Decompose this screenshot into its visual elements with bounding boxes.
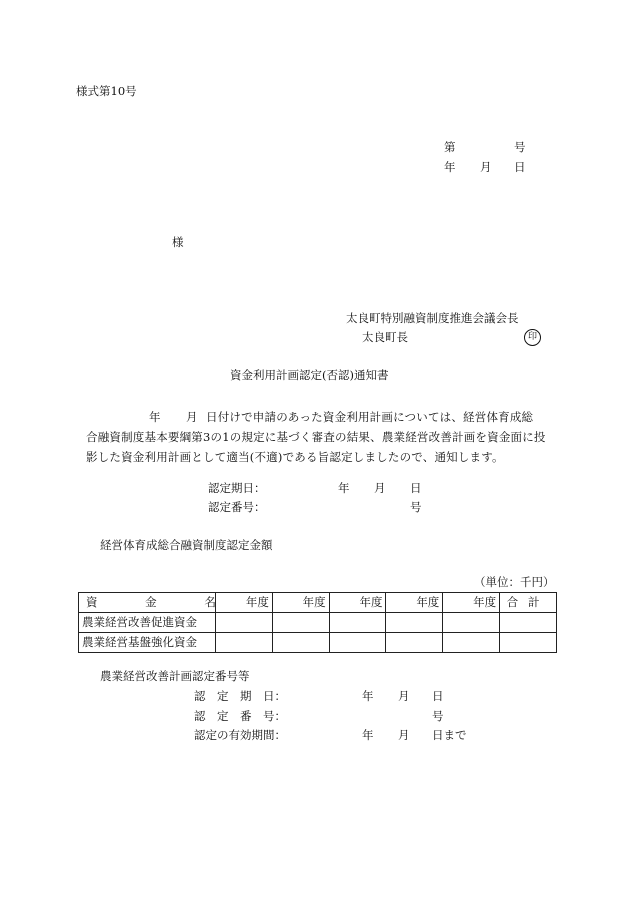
table-row [79, 633, 557, 653]
date-month: 月 [480, 160, 492, 174]
header-fund-char-1: 資 [86, 594, 98, 609]
issuer-org: 太良町特別融資制度推進会議会長 [346, 311, 519, 325]
cert-date-month: 月 [374, 481, 386, 495]
table-cell [443, 613, 500, 633]
cert-number-suffix: 号 [410, 500, 422, 514]
table-header-row [79, 593, 557, 613]
table-cell [329, 633, 386, 653]
plan-period-label: 認定の有効期間： [194, 728, 286, 742]
header-year-1: 年度 [216, 593, 273, 613]
body-line-2: 合融資制度基本要綱第3の1の規定に基づく審査の結果、農業経営改善計画を資金面に投 [86, 430, 546, 444]
body-paragraph [86, 407, 560, 467]
header-year-5: 年度 [443, 593, 500, 613]
seal-mark: 印 [524, 329, 541, 346]
plan-date-year: 年 [362, 689, 374, 703]
table-cell [386, 633, 443, 653]
body-date-month: 月 [186, 410, 198, 424]
table-cell [500, 613, 557, 633]
cert-date-day: 日 [410, 481, 422, 495]
cert-number-label: 認定番号： [208, 500, 266, 514]
body-line-1 [86, 407, 560, 427]
table-cell [500, 633, 557, 653]
header-fund-char-2: 金 [145, 594, 157, 609]
issuer-title: 太良町長 [362, 330, 408, 344]
body-line1-text: 日付けで申請のあった資金利用計画については、経営体育成総 [206, 410, 534, 424]
form-number: 様式第10号 [76, 84, 137, 98]
header-year-2: 年度 [272, 593, 329, 613]
header-total: 合計 [500, 593, 557, 613]
header-fund-char-3: 名 [204, 594, 216, 609]
doc-number-suffix: 号 [514, 140, 526, 154]
plan-date-label: 認 定 期 日： [194, 689, 286, 703]
doc-number-prefix: 第 [444, 140, 456, 154]
header-fund-name [79, 593, 216, 613]
unit-label: （単位：千円） [474, 575, 555, 589]
plan-period-month: 月 [398, 728, 410, 742]
row-fund-name: 農業経営基盤強化資金 [79, 633, 216, 653]
body-date-year: 年 [149, 410, 161, 424]
table-cell [386, 613, 443, 633]
table-cell [272, 613, 329, 633]
body-line-3: 影した資金利用計画として適当(不適)である旨認定しましたので、通知します。 [86, 450, 504, 464]
cert-date-label: 認定期日： [208, 481, 266, 495]
row-fund-name: 農業経営改善促進資金 [79, 613, 216, 633]
plan-period-year: 年 [362, 728, 374, 742]
table-cell [443, 633, 500, 653]
plan-date-month: 月 [398, 689, 410, 703]
amount-table [78, 592, 557, 653]
plan-period-day: 日まで [432, 728, 467, 742]
plan-number-suffix: 号 [432, 709, 444, 723]
plan-date-day: 日 [432, 689, 444, 703]
section-amount-heading: 経営体育成総合融資制度認定金額 [100, 538, 273, 552]
header-year-3: 年度 [329, 593, 386, 613]
document-title: 資金利用計画認定(否認)通知書 [230, 368, 389, 382]
addressee-suffix: 様 [172, 235, 184, 249]
cert-date-year: 年 [338, 481, 350, 495]
table-cell [272, 633, 329, 653]
table-cell [216, 613, 273, 633]
plan-number-label: 認 定 番 号： [194, 709, 286, 723]
table-cell [329, 613, 386, 633]
date-day: 日 [514, 160, 526, 174]
table-cell [216, 633, 273, 653]
date-year: 年 [444, 160, 456, 174]
section-plan-heading: 農業経営改善計画認定番号等 [100, 669, 250, 683]
table-row [79, 613, 557, 633]
header-year-4: 年度 [386, 593, 443, 613]
